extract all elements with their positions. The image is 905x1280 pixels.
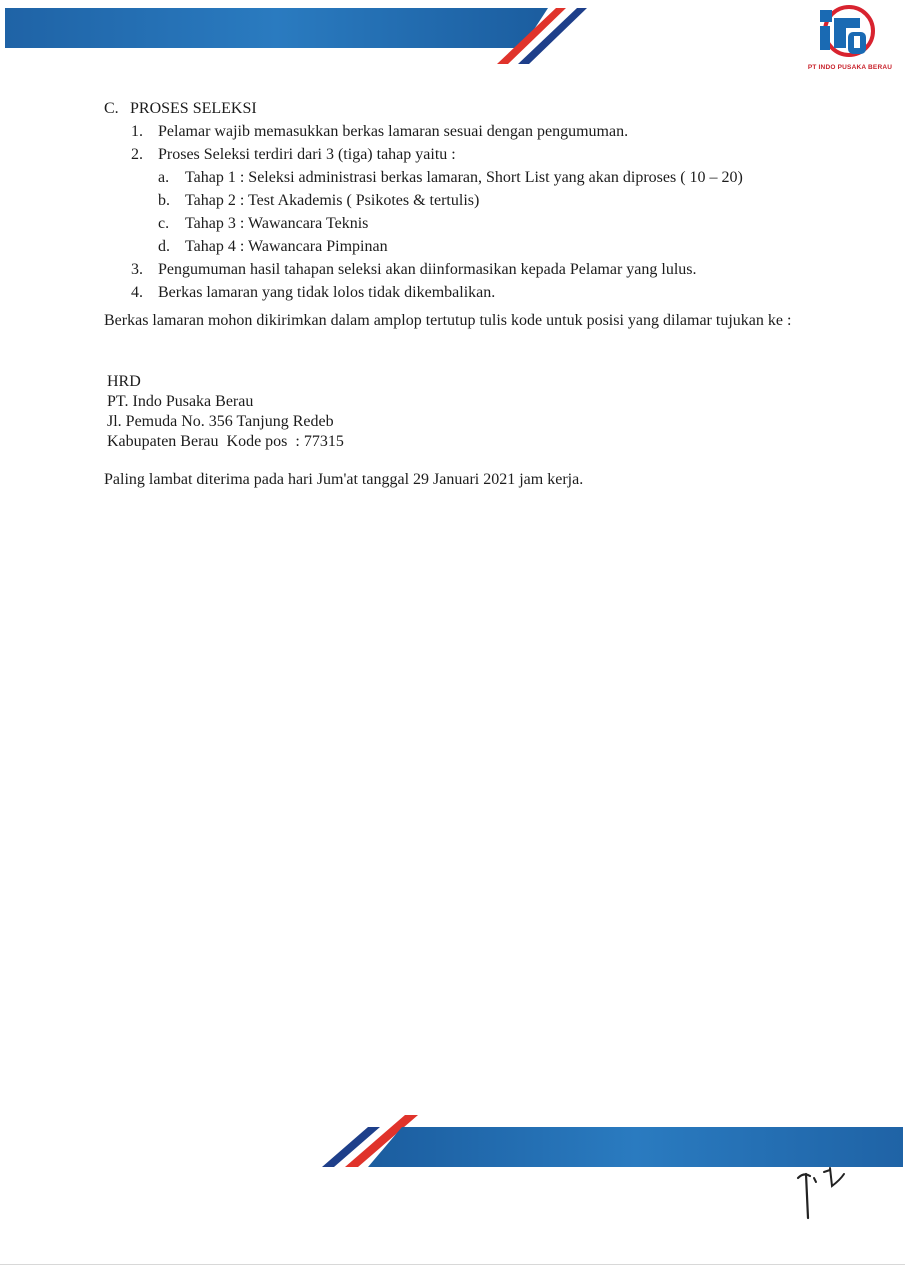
header-band-graphic (0, 0, 905, 80)
address-line: Kabupaten Berau Kode pos : 77315 (107, 433, 344, 450)
company-logo (800, 0, 900, 80)
address-line: HRD (107, 373, 141, 390)
list-item (131, 120, 628, 143)
list-item (131, 258, 697, 281)
submission-instructions: Berkas lamaran mohon dikirimkan dalam amplop tertutup tulis kode untuk posisi yang dilamar tujukan ke : (104, 312, 792, 329)
item-number: 4. (131, 284, 143, 301)
subitem-text: Tahap 2 : Test Akademis ( Psikotes & tertulis) (185, 192, 480, 209)
address-block (107, 372, 344, 452)
deadline-text: Paling lambat diterima pada hari Jum'at tanggal 29 Januari 2021 jam kerja. (104, 471, 584, 488)
section-heading (104, 97, 257, 120)
scan-edge-divider (0, 1264, 905, 1265)
sub-list-item (158, 212, 368, 235)
subitem-text: Tahap 4 : Wawancara Pimpinan (185, 238, 388, 255)
list-item (131, 143, 456, 166)
subitem-text: Tahap 3 : Wawancara Teknis (185, 215, 369, 232)
section-letter: C. (104, 100, 119, 117)
item-number: 2. (131, 146, 143, 163)
item-number: 1. (131, 123, 143, 140)
subitem-letter: b. (158, 192, 170, 209)
address-line: Jl. Pemuda No. 356 Tanjung Redeb (107, 413, 334, 430)
subitem-text: Tahap 1 : Seleksi administrasi berkas lamaran, Short List yang akan diproses ( 10 – 20) (185, 169, 743, 186)
sub-list-item (158, 166, 743, 189)
item-text: Berkas lamaran yang tidak lolos tidak dikembalikan. (158, 284, 496, 301)
list-item (131, 281, 495, 304)
item-number: 3. (131, 261, 143, 278)
sub-list-item (158, 235, 388, 258)
section-title: PROSES SELEKSI (130, 100, 257, 117)
subitem-letter: c. (158, 215, 170, 232)
ipb-logo-icon (800, 0, 900, 64)
logo-caption: PT INDO PUSAKA BERAU (807, 64, 893, 71)
item-text: Pengumuman hasil tahapan seleksi akan diinformasikan kepada Pelamar yang lulus. (158, 261, 697, 278)
footer-band-graphic (0, 1105, 905, 1185)
subitem-letter: a. (158, 169, 170, 186)
sub-list-item (158, 189, 479, 212)
address-line: PT. Indo Pusaka Berau (107, 393, 254, 410)
subitem-letter: d. (158, 238, 170, 255)
item-text: Proses Seleksi terdiri dari 3 (tiga) tahap yaitu : (158, 146, 456, 163)
handwritten-initials-mark (790, 1160, 870, 1220)
item-text: Pelamar wajib memasukkan berkas lamaran sesuai dengan pengumuman. (158, 123, 629, 140)
